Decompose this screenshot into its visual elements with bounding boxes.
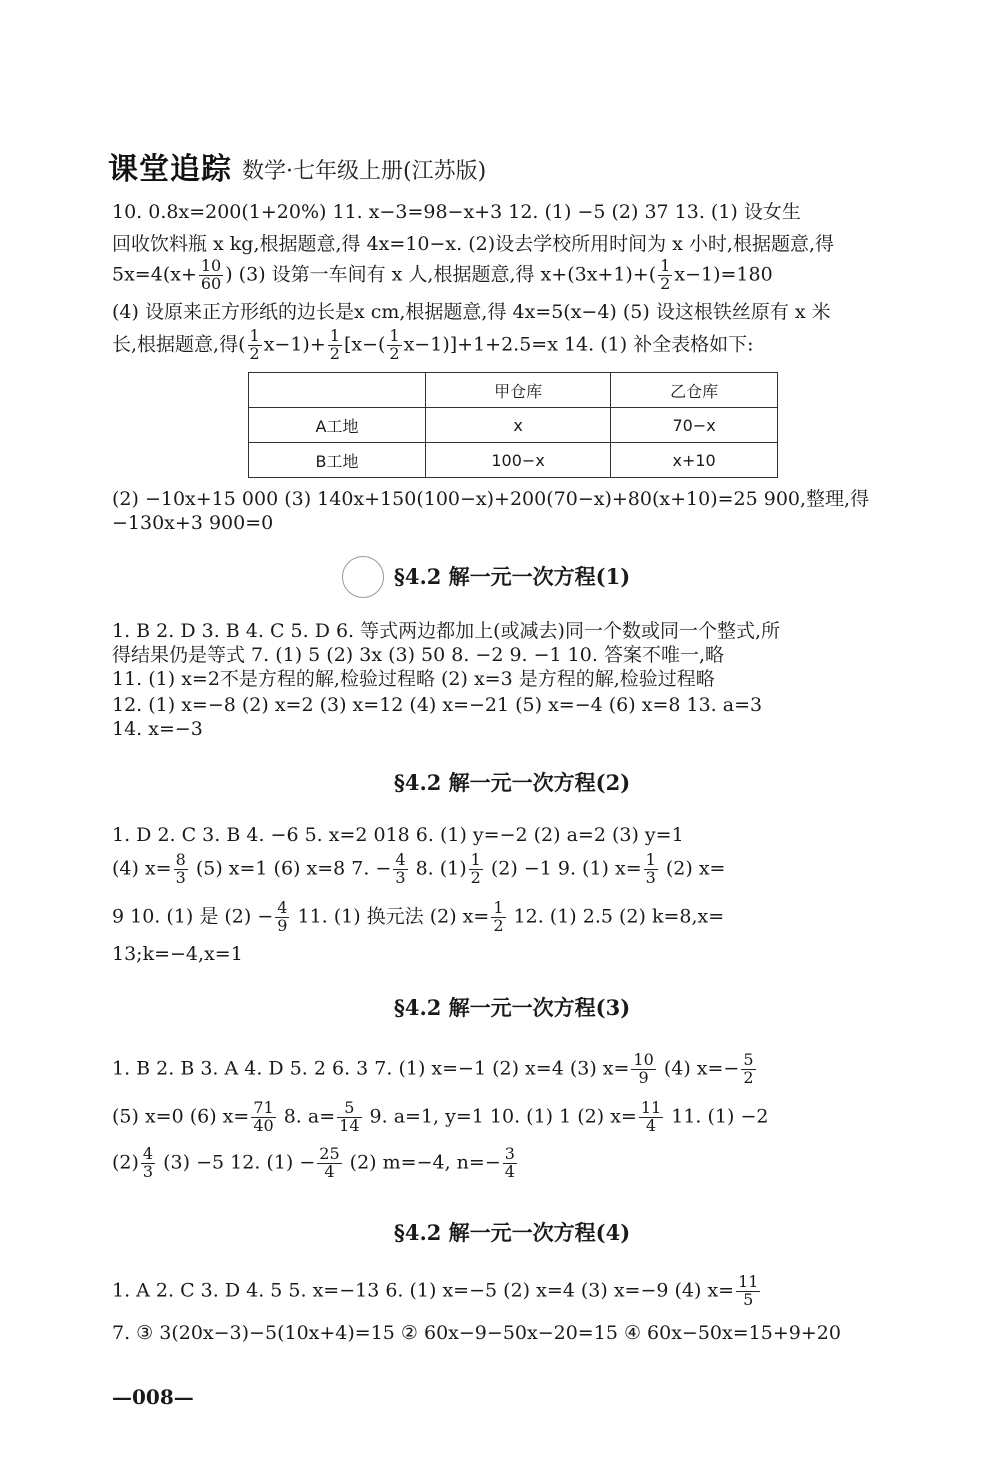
table-cell: B工地 [249, 443, 426, 478]
table-cell: 100−x [426, 443, 611, 478]
fraction-den: 3 [395, 867, 406, 887]
text-run: 12. (1) 2.5 (2) k=8,x= [507, 905, 725, 928]
text-run: (3) −5 12. (1) − [157, 1151, 316, 1174]
fraction-den: 3 [175, 867, 186, 887]
brand-logo-text: 课堂追踪 [108, 152, 232, 187]
subject-title: 数学·七年级上册(江苏版) [242, 159, 487, 184]
table-header-row [249, 373, 778, 408]
answer-line: 1. B 2. D 3. B 4. C 5. D 6. 等式两边都加上(或减去)同一个数或同一个整式,所 [112, 620, 780, 642]
text-run: (5) x=1 (6) x=8 7. − [189, 857, 392, 880]
fraction [644, 852, 658, 887]
text-run: 9. a=1, y=1 10. (1) 1 (2) x= [363, 1105, 637, 1128]
text-run: (2) x= [659, 857, 726, 880]
fraction-num: 5 [743, 1050, 754, 1069]
fraction [174, 852, 188, 887]
table-cell: x [426, 408, 611, 443]
fraction [503, 1146, 517, 1181]
answer-line: 11. (1) x=2不是方程的解,检验过程略 (2) x=3 是方程的解,检验过程略 [112, 668, 715, 690]
fraction-den: 3 [142, 1161, 154, 1181]
text-run: 8. a= [277, 1105, 336, 1128]
answer-line: 得结果仍是等式 7. (1) 5 (2) 3x (3) 50 8. −2 9. −1 10. 答案不唯一,略 [112, 644, 724, 666]
text-run: (4) x=− [657, 1057, 740, 1080]
table-cell: x+10 [611, 443, 778, 478]
fraction-num: 3 [504, 1144, 515, 1163]
fraction-num: 8 [175, 850, 186, 869]
answer-line [112, 900, 724, 935]
fraction [141, 1146, 155, 1181]
fraction-den: 3 [645, 867, 656, 887]
answer-line: 回收饮料瓶 x kg,根据题意,得 4x=10−x. (2)设去学校所用时间为 x 小时,根据题意,得 [112, 233, 834, 255]
fraction-num: 1 [249, 326, 260, 345]
fraction-num: 11 [640, 1098, 662, 1117]
fraction-num: 1 [645, 850, 656, 869]
text-run: 长,根据题意,得( [112, 333, 246, 356]
text-run: (x+ [162, 263, 197, 286]
fraction-den: 2 [389, 343, 400, 363]
fraction-num: 11 [738, 1272, 759, 1291]
answer-line: 12. (1) x=−8 (2) x=2 (3) x=12 (4) x=−21 (5) x=−4 (6) x=8 13. a=3 [112, 694, 763, 716]
text-run: (2) [112, 1151, 139, 1174]
fraction-num: 1 [493, 898, 504, 917]
fraction-den: 9 [638, 1067, 649, 1087]
warehouse-table [248, 372, 778, 478]
section-title: §4.2 解一元一次方程(4) [393, 1220, 631, 1245]
fraction-den: 2 [470, 867, 481, 887]
text-run: x−1)+ [263, 333, 326, 356]
fraction [199, 258, 223, 293]
fraction-den: 2 [493, 915, 504, 935]
text-run: 1. A 2. C 3. D 4. 5 5. x=−13 6. (1) x=−5 (2) x=4 (3) x=−9 (4) x= [112, 1279, 735, 1302]
table-row [249, 408, 778, 443]
text-run: x−1)]+1+2.5=x 14. (1) 补全表格如下: [403, 333, 754, 356]
answer-line: 10. 0.8x=200(1+20%) 11. x−3=98−x+3 12. (1) −5 (2) 37 13. (1) 设女生 [112, 201, 801, 223]
fraction [491, 900, 505, 935]
text-run: 11. (1) 换元法 (2) x= [291, 905, 490, 928]
text-run: (4) x= [112, 857, 172, 880]
answer-line [112, 1052, 758, 1087]
fraction-num: 4 [142, 1144, 154, 1163]
section-title: §4.2 解一元一次方程(2) [393, 770, 631, 795]
fraction-den: 14 [339, 1115, 360, 1135]
fraction-den: 4 [504, 1161, 515, 1181]
answer-line [112, 852, 725, 887]
answer-line: (2) −10x+15 000 (3) 140x+150(100−x)+200(70−x)+80(x+10)=25 900,整理,得 [112, 488, 870, 510]
answer-line: 14. x=−3 [112, 718, 203, 740]
fraction [248, 328, 262, 363]
fraction-num: 4 [395, 850, 406, 869]
text-run: ) (3) 设第一车间有 x 人,根据题意,得 x+(3x+1)+( [225, 263, 657, 286]
fraction-den: 60 [200, 273, 222, 293]
fraction-den: 2 [660, 273, 671, 293]
page-header [108, 148, 486, 188]
fraction-num: 1 [329, 326, 340, 345]
fraction-den: 2 [743, 1067, 754, 1087]
section-title: §4.2 解一元一次方程(1) [393, 564, 631, 589]
fraction [469, 852, 483, 887]
fraction-num: 10 [200, 256, 222, 275]
fraction [393, 852, 407, 887]
fraction-den: 5 [743, 1289, 754, 1309]
answer-line: 1. D 2. C 3. B 4. −6 5. x=2 018 6. (1) y=−2 (2) a=2 (3) y=1 [112, 824, 684, 846]
fraction-den: 40 [253, 1115, 274, 1135]
fraction [337, 1100, 361, 1135]
fraction [328, 328, 342, 363]
fraction-num: 5 [337, 1100, 361, 1118]
fraction-num: 1 [470, 850, 481, 869]
answer-line [112, 328, 754, 363]
fraction [317, 1146, 341, 1181]
text-run: [x−( [343, 333, 386, 356]
fraction-num: 1 [389, 326, 400, 345]
fraction-den: 4 [645, 1115, 657, 1135]
table-header-cell: 乙仓库 [611, 373, 778, 408]
fraction-num: 71 [253, 1098, 274, 1117]
answer-line [112, 258, 773, 293]
answer-line [112, 1274, 762, 1309]
table-row [249, 443, 778, 478]
fraction-den: 2 [249, 343, 260, 363]
fraction-num: 1 [660, 256, 671, 275]
fraction [631, 1052, 655, 1087]
answer-line: (4) 设原来正方形纸的边长是x cm,根据题意,得 4x=5(x−4) (5) 设这根铁丝原有 x 米 [112, 301, 831, 323]
decorative-stamp-icon [342, 556, 384, 598]
fraction-den: 4 [324, 1161, 335, 1181]
fraction-den: 2 [329, 343, 340, 363]
fraction-den: 9 [277, 915, 288, 935]
fraction [741, 1052, 755, 1087]
fraction [658, 258, 672, 293]
text-run: 8. (1) [409, 857, 467, 880]
fraction [639, 1100, 663, 1135]
table-cell: A工地 [249, 408, 426, 443]
fraction-num: 25 [319, 1144, 340, 1163]
answer-line [112, 1146, 519, 1181]
fraction-num: 4 [277, 898, 288, 917]
fraction [736, 1274, 760, 1309]
fraction [387, 328, 401, 363]
answer-line: −130x+3 900=0 [112, 512, 274, 534]
text-run: (5) x=0 (6) x= [112, 1105, 250, 1128]
answer-line: 13;k=−4,x=1 [112, 943, 243, 965]
text-run: x−1)=180 [674, 263, 773, 286]
text-run: 5x=4 [112, 263, 163, 286]
text-run: 9 10. (1) 是 (2) − [112, 905, 274, 928]
answer-line [112, 1100, 768, 1135]
text-run: 11. (1) −2 [665, 1105, 769, 1128]
page-number: —008— [112, 1385, 194, 1409]
table-header-cell: 甲仓库 [426, 373, 611, 408]
table-cell: 70−x [611, 408, 778, 443]
text-run: 1. B 2. B 3. A 4. D 5. 2 6. 3 7. (1) x=−1 (2) x=4 (3) x= [112, 1057, 630, 1080]
answer-line: 7. ③ 3(20x−3)−5(10x+4)=15 ② 60x−9−50x−20=15 ④ 60x−50x=15+9+20 [112, 1322, 841, 1344]
text-run: (2) m=−4, n=− [343, 1151, 501, 1174]
fraction [275, 900, 289, 935]
section-title: §4.2 解一元一次方程(3) [393, 995, 631, 1020]
fraction [251, 1100, 275, 1135]
table-header-cell [249, 373, 426, 408]
text-run: (2) −1 9. (1) x= [484, 857, 642, 880]
fraction-num: 10 [633, 1050, 654, 1069]
